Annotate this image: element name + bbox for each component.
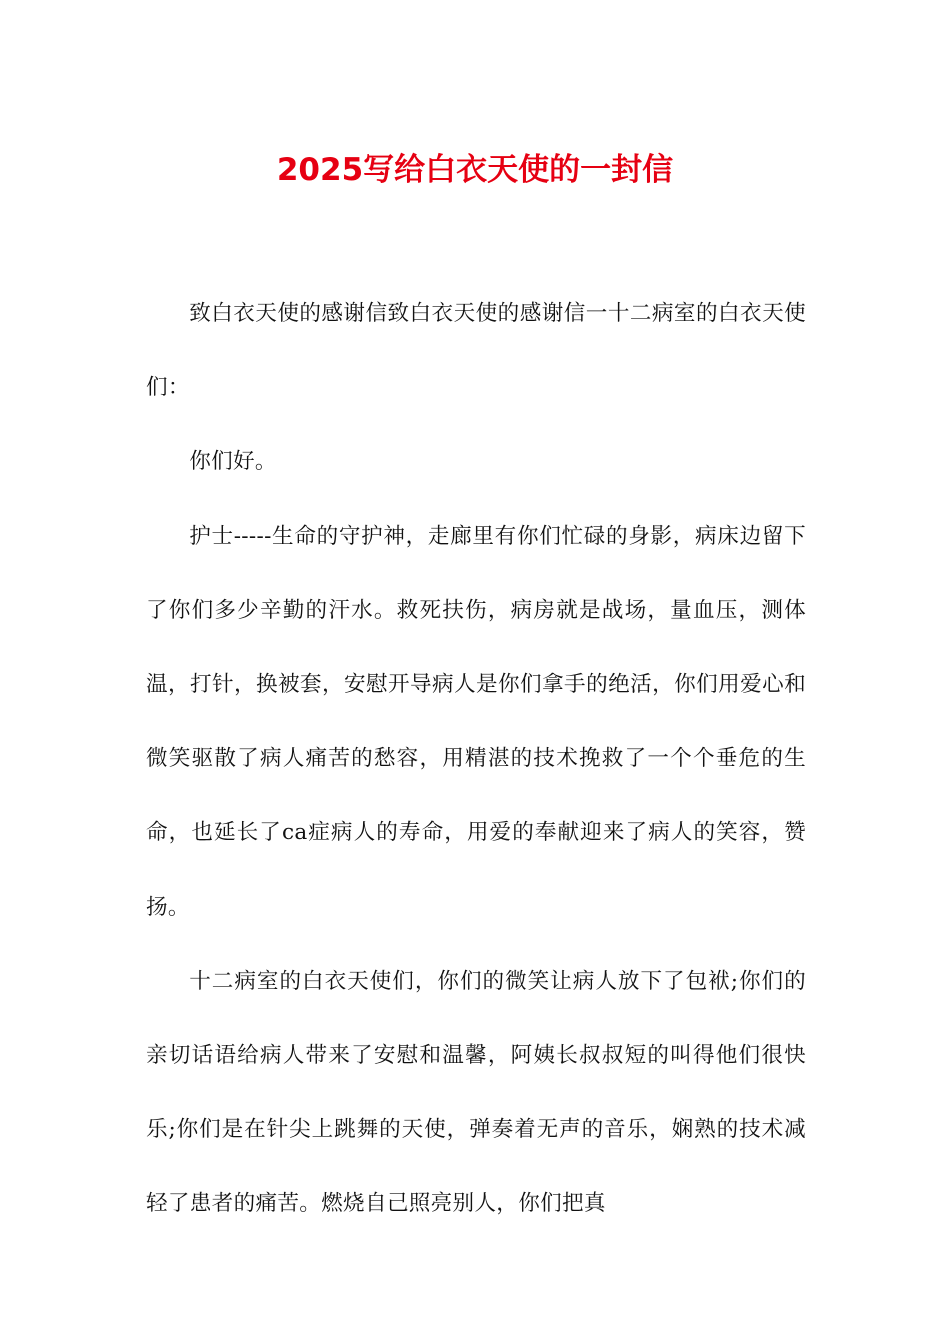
paragraph-greeting: 你们好。 (189, 449, 277, 475)
paragraph-salutation: 致白衣天使的感谢信致白衣天使的感谢信一十二病室的白衣天使们： (146, 301, 806, 401)
paragraph-nurses: 护士-----生命的守护神，走廊里有你们忙碌的身影，病床边留下了你们多少辛勤的汗水。救死扶伤，病房就是战场，量血压，测体温，打针，换被套，安慰开导病人是你们拿手的绝活，你们用爱心和微笑驱散了病人痛苦的愁容，用精湛的技术挽救了一个个垂危的生命，也延长了ca症病人的寿命，用爱的奉献迎来了病人的笑容，赞扬。 (146, 523, 806, 920)
letter-body (146, 277, 806, 1242)
document-title: 2025写给白衣天使的一封信 (276, 152, 674, 188)
paragraph-ward-twelve: 十二病室的白衣天使们，你们的微笑让病人放下了包袱;你们的亲切话语给病人带来了安慰和温馨，阿姨长叔叔短的叫得他们很快乐;你们是在针尖上跳舞的天使，弹奏着无声的音乐，娴熟的技术减轻了患者的痛苦。燃烧自己照亮别人，你们把真 (146, 968, 806, 1217)
